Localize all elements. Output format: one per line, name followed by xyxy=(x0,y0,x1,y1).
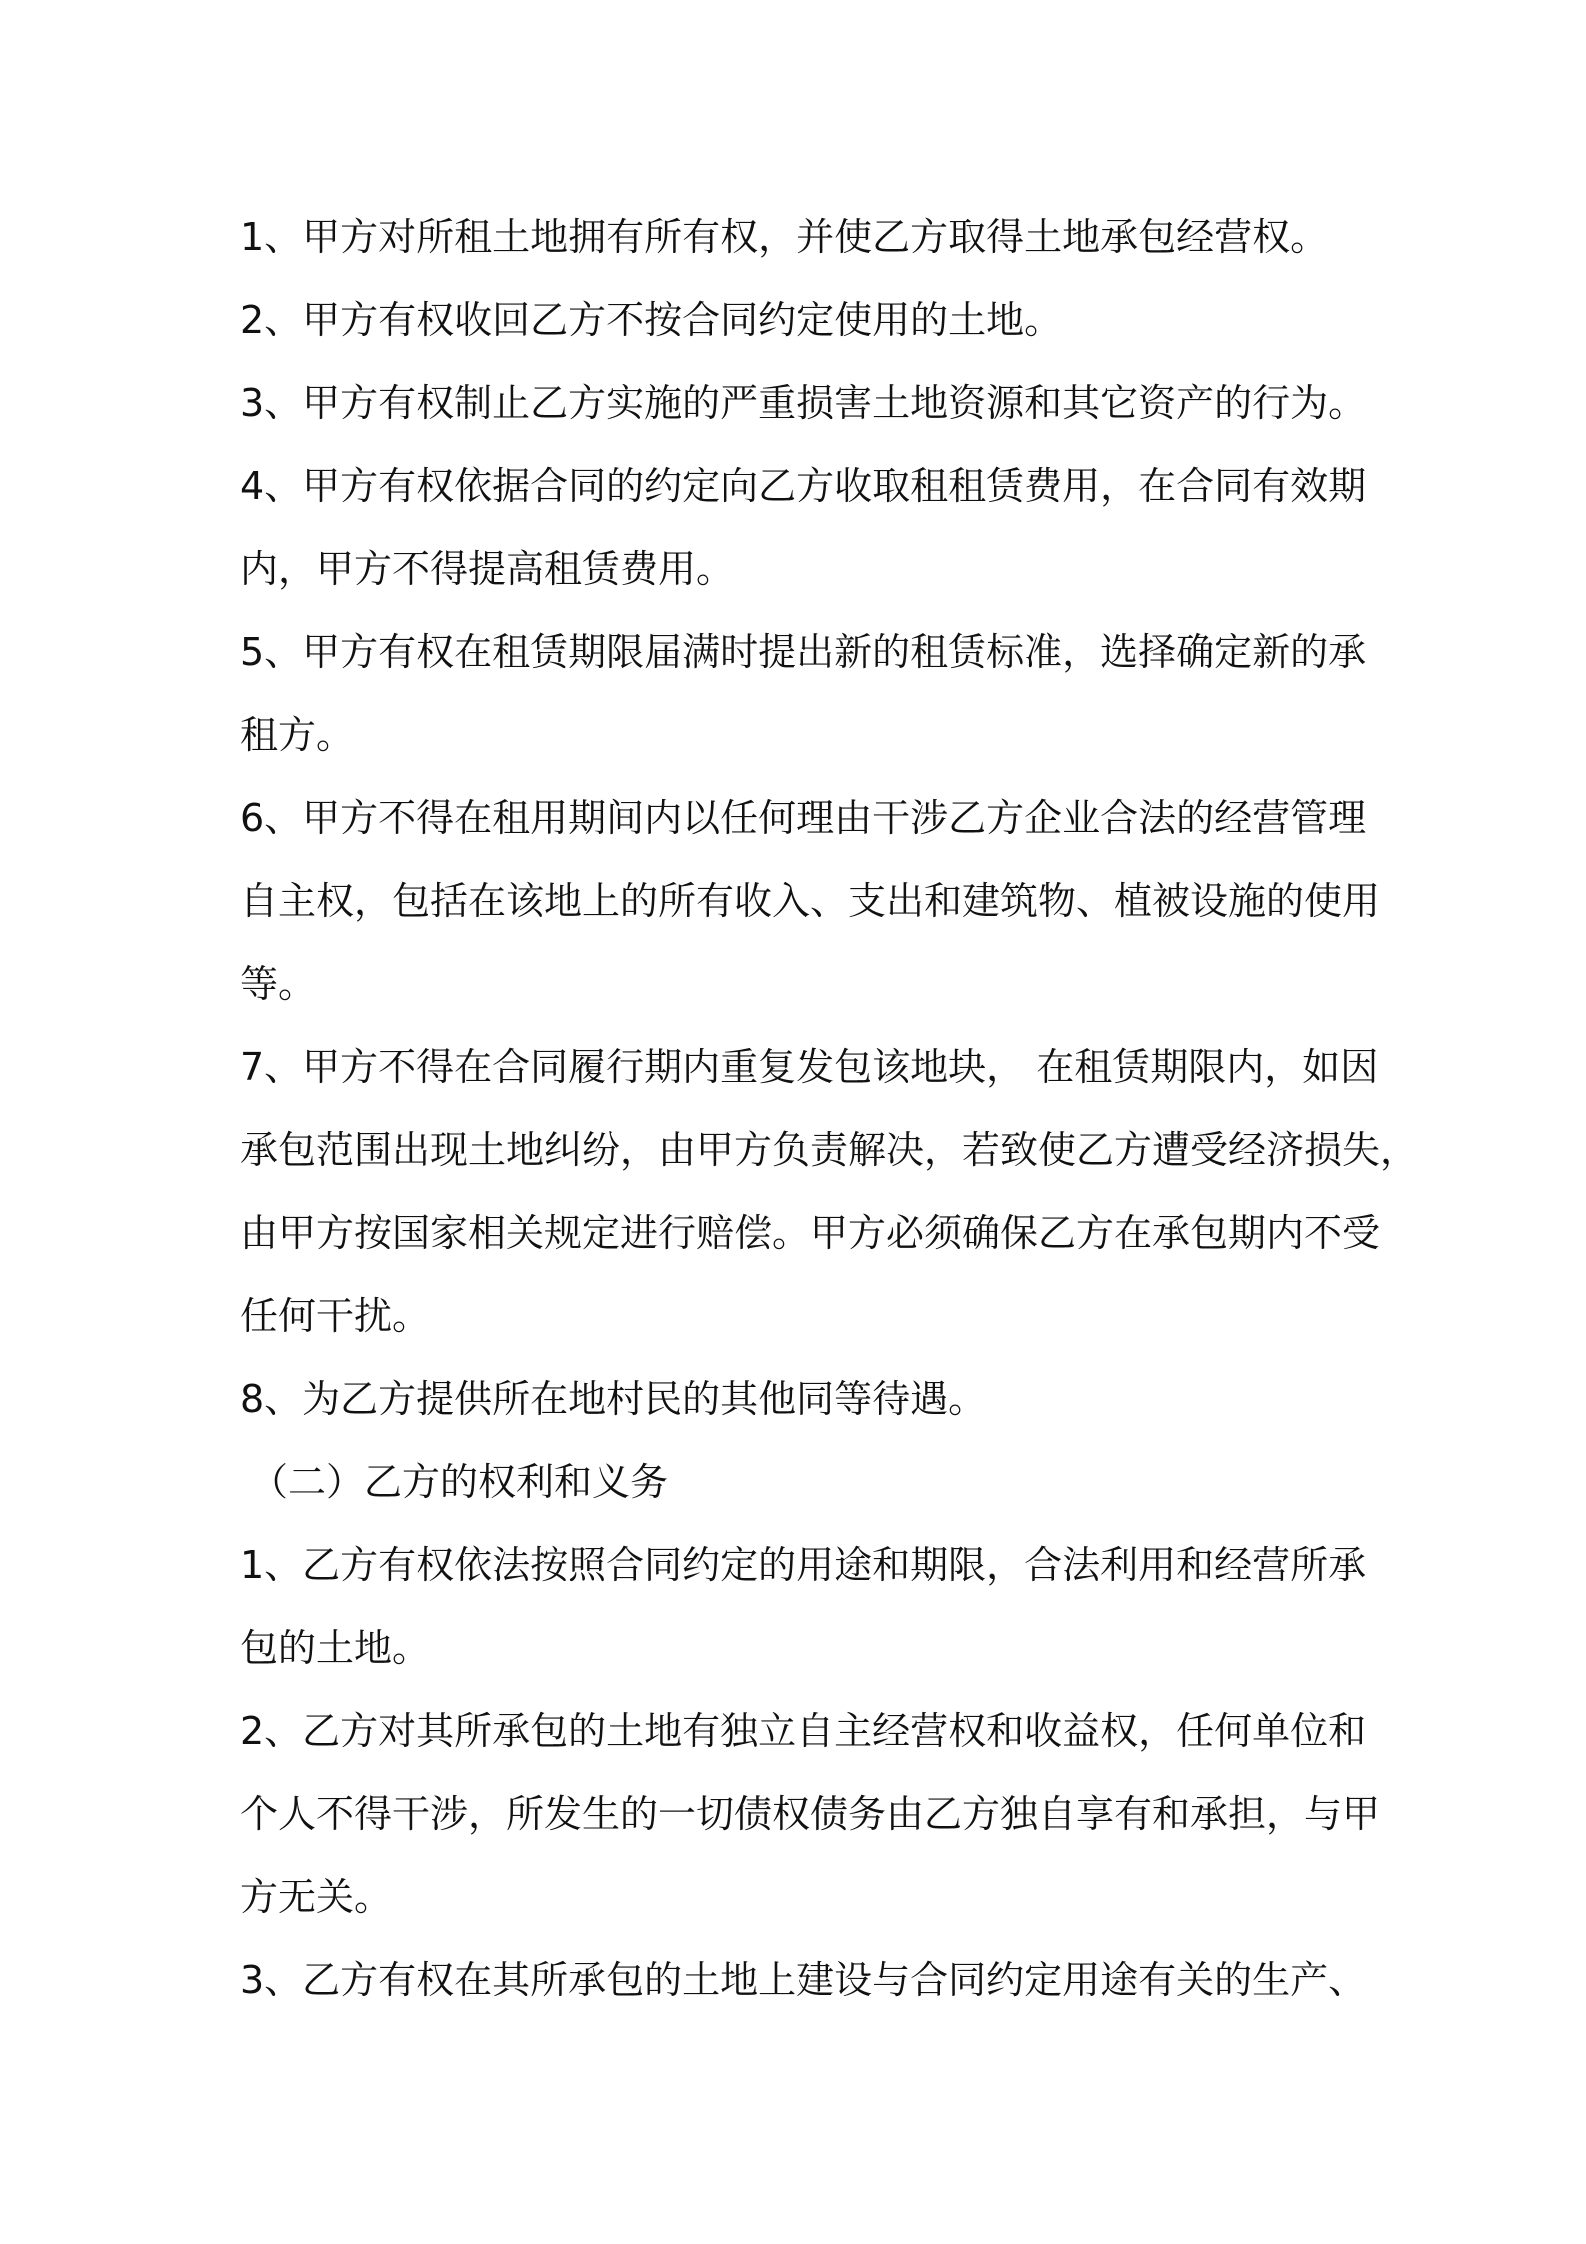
clause-b1-line-2: 包的土地。 xyxy=(240,1626,431,1670)
clause-a6-line-2: 自主权，包括在该地上的所有收入、支出和建筑物、植被设施的使用 xyxy=(240,879,1381,923)
clause-a5-line-1: 5、甲方有权在租赁期限届满时提出新的租赁标准，选择确定新的承 xyxy=(240,630,1367,674)
clause-a8-line: 8、为乙方提供所在地村民的其他同等待遇。 xyxy=(240,1377,987,1421)
clause-a2-line: 2、甲方有权收回乙方不按合同约定使用的土地。 xyxy=(240,298,1063,342)
section-heading-party-b: （二）乙方的权利和义务 xyxy=(250,1460,669,1504)
clause-a7-line-1: 7、甲方不得在合同履行期内重复发包该地块， 在租赁期限内，如因 xyxy=(240,1045,1379,1089)
clause-a5-line-2: 租方。 xyxy=(240,713,355,757)
clause-b2-line-2: 个人不得干涉，所发生的一切债权债务由乙方独自享有和承担，与甲 xyxy=(240,1792,1381,1836)
clause-a6-line-3: 等。 xyxy=(240,962,317,1006)
clause-b2-line-1: 2、乙方对其所承包的土地有独立自主经营权和收益权，任何单位和 xyxy=(240,1709,1367,1753)
clause-b3-line-1: 3、乙方有权在其所承包的土地上建设与合同约定用途有关的生产、 xyxy=(240,1958,1367,2002)
clause-a4-line-2: 内，甲方不得提高租赁费用。 xyxy=(240,547,735,591)
clause-a6-line-1: 6、甲方不得在租用期间内以任何理由干涉乙方企业合法的经营管理 xyxy=(240,796,1367,840)
clause-a4-line-1: 4、甲方有权依据合同的约定向乙方收取租租赁费用，在合同有效期 xyxy=(240,464,1367,508)
clause-a1-line: 1、甲方对所租土地拥有所有权，并使乙方取得土地承包经营权。 xyxy=(240,215,1329,259)
document-body xyxy=(240,196,1419,2022)
clause-a7-line-4: 任何干扰。 xyxy=(240,1294,431,1338)
clause-a3-line: 3、甲方有权制止乙方实施的严重损害土地资源和其它资产的行为。 xyxy=(240,381,1367,425)
clause-a7-line-2: 承包范围出现土地纠纷，由甲方负责解决，若致使乙方遭受经济损失， xyxy=(240,1128,1419,1172)
clause-b2-line-3: 方无关。 xyxy=(240,1875,393,1919)
clause-a7-line-3: 由甲方按国家相关规定进行赔偿。甲方必须确保乙方在承包期内不受 xyxy=(240,1211,1381,1255)
clause-b1-line-1: 1、乙方有权依法按照合同约定的用途和期限，合法利用和经营所承 xyxy=(240,1543,1367,1587)
